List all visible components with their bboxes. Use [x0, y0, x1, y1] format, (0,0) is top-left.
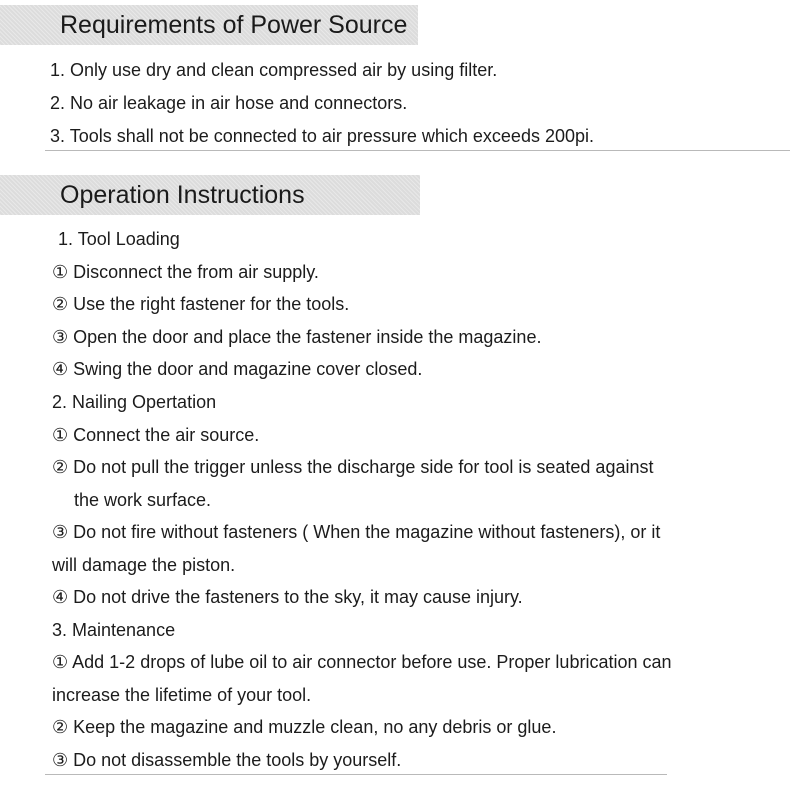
- maintenance-heading: 3. Maintenance: [52, 620, 176, 640]
- maintenance-step-3: ③ Do not disassemble the tools by yourself.: [52, 750, 402, 770]
- operation-header: [0, 175, 420, 215]
- operation-title: Operation Instructions: [60, 181, 305, 209]
- bottom-divider: [45, 774, 667, 775]
- tool-loading-step-4: ④ Swing the door and magazine cover closed.: [52, 359, 423, 379]
- nailing-step-2: ② Do not pull the trigger unless the discharge side for tool is seated against: [52, 457, 654, 477]
- power-source-title: Requirements of Power Source: [60, 11, 408, 39]
- power-source-header: [0, 5, 418, 45]
- power-item-2: 2. No air leakage in air hose and connectors.: [50, 93, 408, 113]
- maintenance-step-1: ① Add 1-2 drops of lube oil to air connector before use. Proper lubrication can: [52, 652, 672, 672]
- maintenance-step-2: ② Keep the magazine and muzzle clean, no any debris or glue.: [52, 717, 557, 737]
- nailing-step-1: ① Connect the air source.: [52, 425, 260, 445]
- nailing-step-3-cont: will damage the piston.: [52, 555, 236, 575]
- nailing-step-2-cont: the work surface.: [74, 490, 212, 510]
- tool-loading-step-3: ③ Open the door and place the fastener inside the magazine.: [52, 327, 542, 347]
- nailing-step-3: ③ Do not fire without fasteners ( When the magazine without fasteners), or it: [52, 522, 661, 542]
- power-item-1: 1. Only use dry and clean compressed air by using filter.: [50, 60, 498, 80]
- section-divider: [45, 150, 790, 151]
- tool-loading-heading: 1. Tool Loading: [58, 229, 180, 249]
- nailing-step-4: ④ Do not drive the fasteners to the sky, it may cause injury.: [52, 587, 523, 607]
- power-item-3: 3. Tools shall not be connected to air pressure which exceeds 200pi.: [50, 126, 594, 146]
- maintenance-step-1-cont: increase the lifetime of your tool.: [52, 685, 312, 705]
- nailing-heading: 2. Nailing Opertation: [52, 392, 217, 412]
- tool-loading-step-1: ① Disconnect the from air supply.: [52, 262, 319, 282]
- tool-loading-step-2: ② Use the right fastener for the tools.: [52, 294, 350, 314]
